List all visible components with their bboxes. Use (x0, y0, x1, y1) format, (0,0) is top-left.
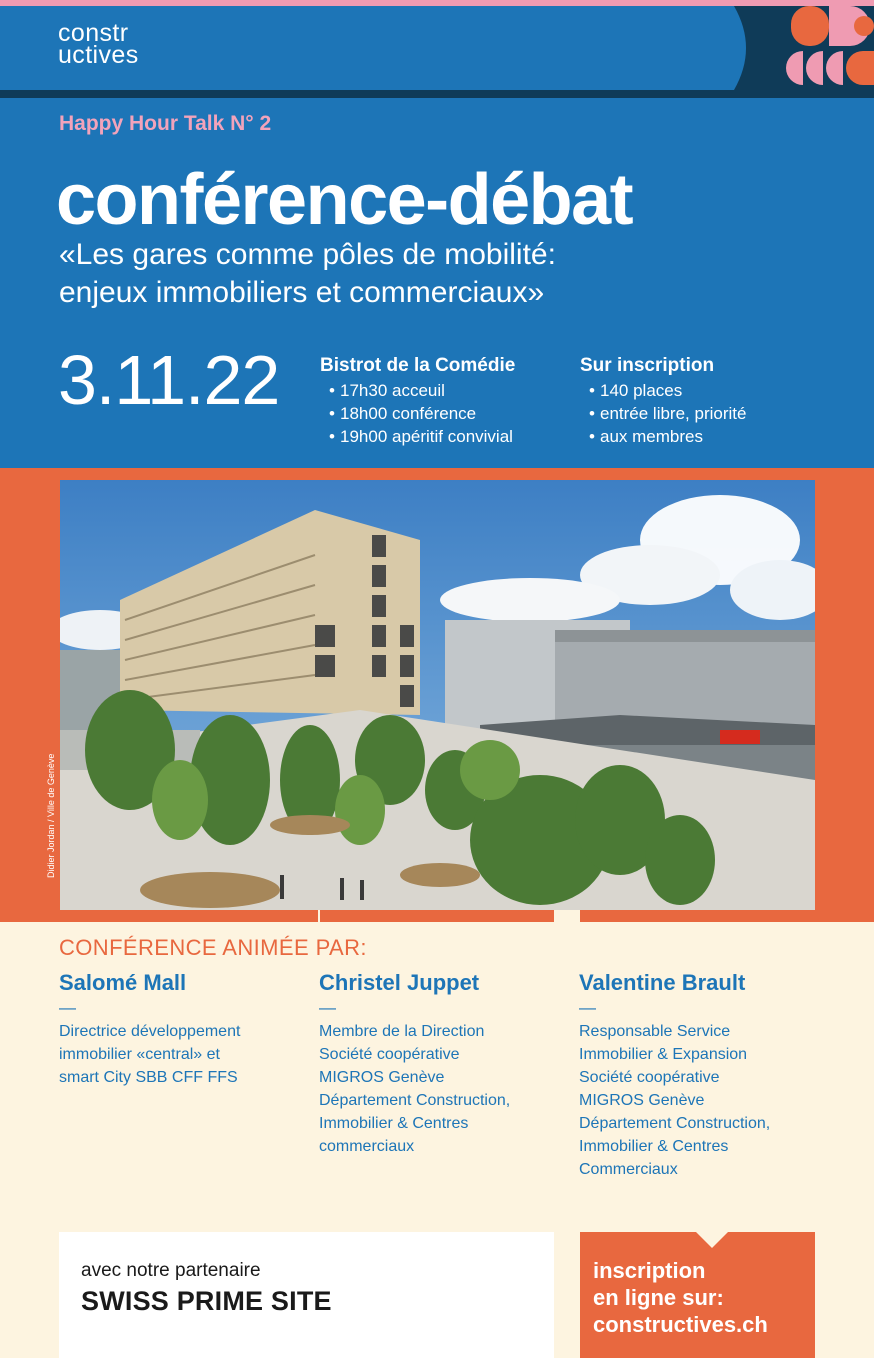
speaker-role-line: Immobilier & Centres (579, 1138, 729, 1155)
header-divider (0, 90, 874, 98)
subtitle-line-1: «Les gares comme pôles de mobilité: (59, 238, 556, 271)
signup-link[interactable] (593, 1257, 768, 1338)
speaker-divider: — (319, 998, 336, 1017)
schedule-item: • 19h00 apéritif convivial (340, 425, 515, 448)
schedule-item: • 18h00 conférence (340, 402, 515, 425)
speaker-role-line: commerciaux (319, 1138, 415, 1155)
speaker-role-line: MIGROS Genève (319, 1069, 445, 1086)
speakers-heading: CONFÉRENCE ANIMÉE PAR: (59, 935, 367, 960)
photo-credit: Didier Jordan / Ville de Genève (46, 753, 56, 878)
speaker-name: Salomé Mall (59, 970, 187, 995)
logo-line-1: constr (58, 19, 129, 47)
speaker-card (319, 968, 559, 1158)
speaker-role-line: MIGROS Genève (579, 1092, 705, 1109)
orange-strip-top (294, 468, 580, 480)
speaker-role-line: Immobilier & Expansion (579, 1046, 748, 1063)
speaker-card (579, 968, 829, 1181)
partner-lead: avec notre partenaire (81, 1260, 261, 1281)
speaker-divider: — (59, 998, 76, 1017)
event-date: 3.11.22 (58, 341, 280, 419)
speaker-card (59, 968, 299, 1089)
speaker-role-line: smart City SBB CFF FFS (59, 1069, 238, 1086)
venue-heading: Bistrot de la Comédie (320, 355, 516, 376)
signup-line-2: en ligne sur: (593, 1285, 724, 1310)
speaker-name: Christel Juppet (319, 970, 480, 995)
speaker-name: Valentine Brault (579, 970, 746, 995)
speaker-role-line: Commerciaux (579, 1161, 678, 1178)
partner-name: SWISS PRIME SITE (81, 1286, 332, 1316)
speaker-role-line: Responsable Service (579, 1023, 731, 1040)
schedule-list (320, 379, 515, 448)
speaker-role-line: Société coopérative (319, 1046, 460, 1063)
logo-line-2: uctives (58, 41, 139, 69)
speaker-role-line: Membre de la Direction (319, 1023, 485, 1040)
event-series-label: Happy Hour Talk N° 2 (59, 112, 272, 135)
registration-item-continued: • aux membres (600, 425, 746, 448)
partner-box (59, 1232, 554, 1358)
speaker-role-line: Société coopérative (579, 1069, 720, 1086)
speaker-role-line: Département Construction, (319, 1092, 511, 1109)
venue-info (320, 354, 515, 448)
orange-strip-bottom (320, 910, 554, 922)
signup-line-1: inscription (593, 1258, 706, 1283)
schedule-item: • 17h30 acceuil (340, 379, 515, 402)
registration-list (580, 379, 746, 448)
event-subtitle (59, 236, 556, 312)
speaker-role-line: Immobilier & Centres (319, 1115, 469, 1132)
speaker-role-line: Directrice développement (59, 1023, 241, 1040)
registration-item: • 140 places (600, 379, 746, 402)
event-title: conférence-débat (56, 160, 633, 240)
constructives-logo (58, 19, 139, 69)
registration-heading: Sur inscription (580, 355, 715, 376)
subtitle-line-2: enjeux immobiliers et commerciaux» (59, 276, 545, 309)
registration-info (580, 354, 746, 448)
signup-url[interactable]: constructives.ch (593, 1312, 768, 1337)
decorative-shapes (734, 6, 874, 90)
speaker-divider: — (579, 998, 596, 1017)
orange-strip-bottom (294, 910, 318, 922)
speaker-role-line: Département Construction, (579, 1115, 771, 1132)
speaker-role-line: immobilier «central» et (59, 1046, 220, 1063)
signup-notch (696, 1232, 728, 1248)
registration-item: • entrée libre, priorité (600, 402, 746, 425)
station-photo (60, 480, 815, 910)
